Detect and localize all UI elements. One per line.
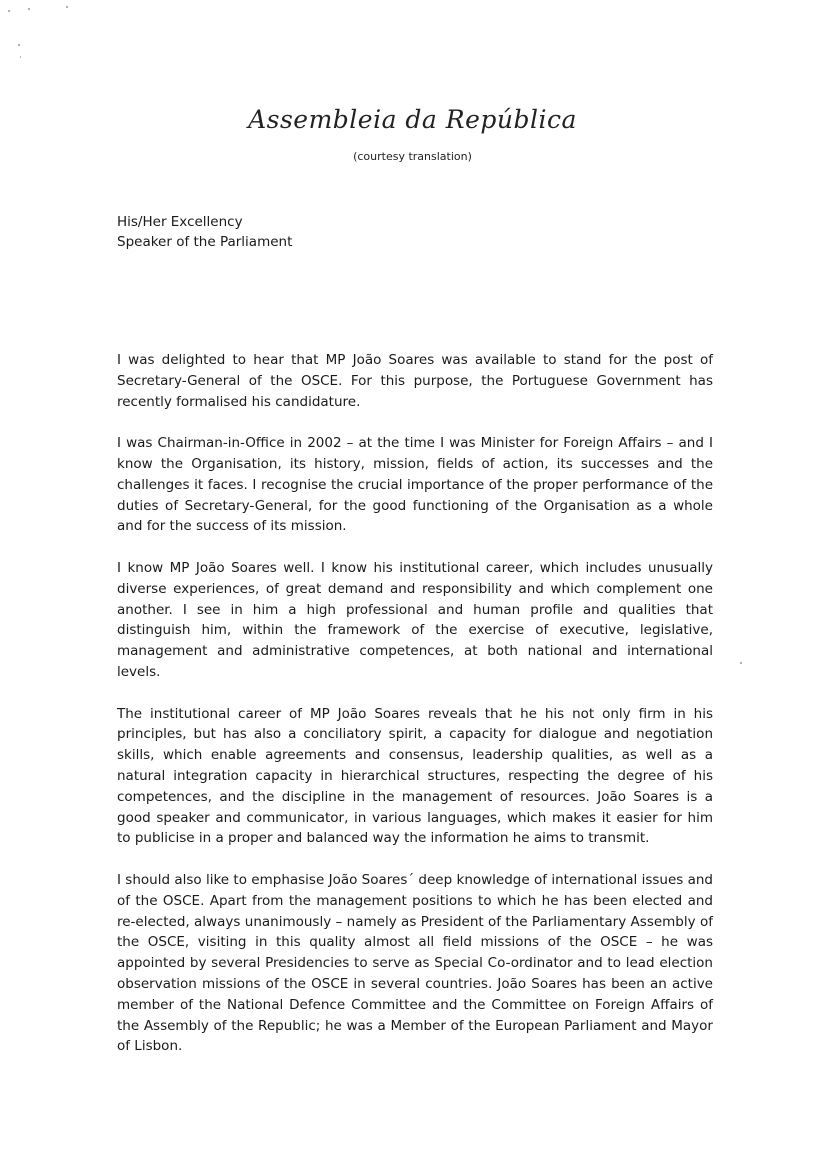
scan-artifact bbox=[8, 10, 10, 12]
scan-artifact bbox=[20, 56, 21, 58]
body-paragraph: I was Chairman-in-Office in 2002 – at the time I was Minister for Foreign Affairs – and I know the Organisation, its history, mission, fields of action, its successes and the challenges it faces. I recognise the crucial importance of the proper performance of the duties of Secretary-General, for the good functioning of the Organisation as a whole and for the success of its mission. bbox=[117, 435, 713, 535]
addressee-line: His/Her Excellency bbox=[117, 214, 243, 230]
scan-artifact bbox=[18, 44, 20, 46]
letterhead-title: Assembleia da República bbox=[248, 105, 577, 134]
body-paragraph: I was delighted to hear that MP João Soares was available to stand for the post of Secretary-General of the OSCE. For this purpose, the Portuguese Government has recently formalised his candidature. bbox=[117, 352, 713, 410]
courtesy-translation-note: (courtesy translation) bbox=[353, 150, 472, 163]
scan-artifact bbox=[66, 6, 68, 8]
scan-artifact bbox=[740, 662, 742, 664]
addressee-line: Speaker of the Parliament bbox=[117, 234, 293, 250]
body-paragraph: I should also like to emphasise João Soares´ deep knowledge of international issues and of the OSCE. Apart from the management positions to which he has been elected and re-elected, always unanimously – namely as President of the Parliamentary Assembly of the OSCE, visiting in this quality almost all field missions of the OSCE – he was appointed by several Presidencies to serve as Special Co-ordinator and to lead election observation missions of the OSCE in several countries. João Soares has been an active member of the National Defence Committee and the Committee on Foreign Affairs of the Assembly of the Republic; he was a Member of the European Parliament and Mayor of Lisbon. bbox=[117, 871, 713, 1055]
letter-body bbox=[117, 350, 713, 1078]
body-paragraph: The institutional career of MP João Soares reveals that he his not only firm in his principles, but has also a conciliatory spirit, a capacity for dialogue and negotiation skills, which enable agreements and consensus, leadership qualities, as well as a natural integration capacity in hierarchical structures, respecting the degree of his competences, and the discipline in the management of resources. João Soares is a good speaker and communicator, in various languages, which makes it easier for him to publicise in a proper and balanced way the information he aims to transmit. bbox=[117, 705, 713, 847]
addressee-block bbox=[117, 212, 292, 252]
scan-artifact bbox=[28, 8, 30, 10]
body-paragraph: I know MP João Soares well. I know his institutional career, which includes unusually diverse experiences, of great demand and responsibility and which complement one another. I see in him a high professional and human profile and qualities that distinguish him, within the framework of the exercise of executive, legislative, management and administrative competences, at both national and international levels. bbox=[117, 559, 713, 680]
